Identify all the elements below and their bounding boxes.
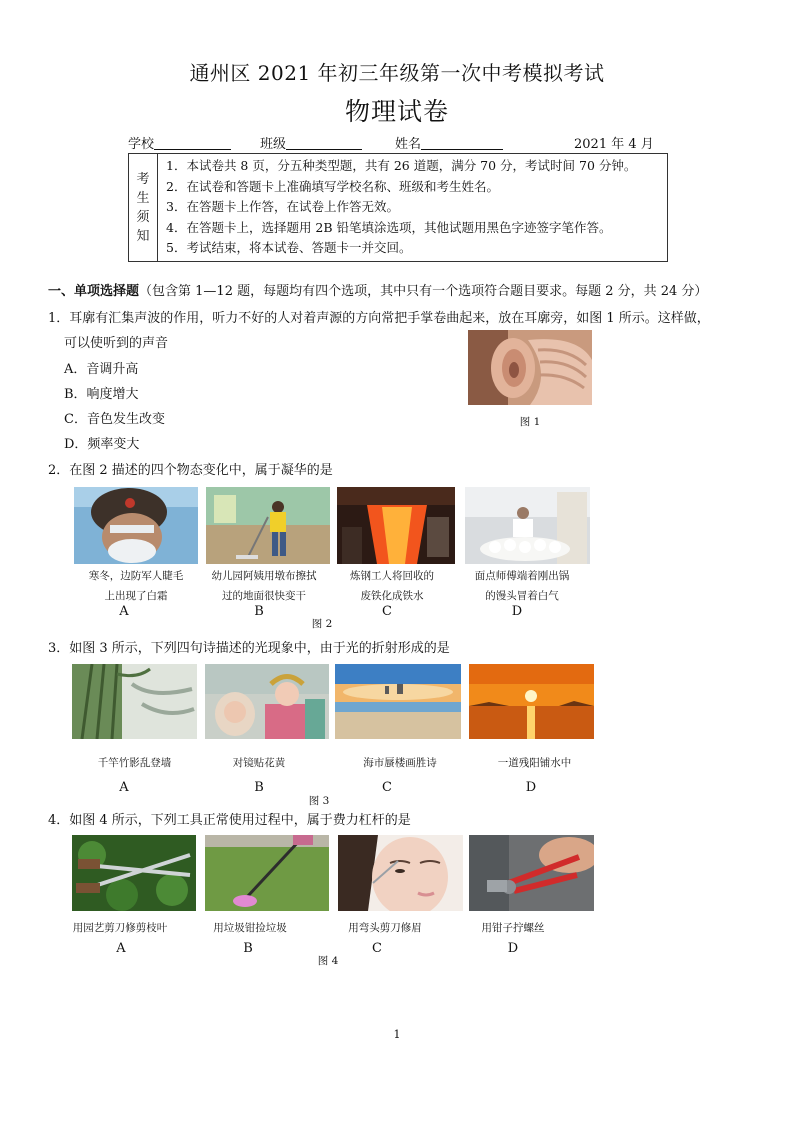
- note-item: 5．考试结束，将本试卷、答题卡一并交回。: [166, 240, 412, 256]
- q1-option-d: D．频率变大: [64, 437, 140, 452]
- q2-caption-a: 寒冬，边防军人睫毛 上出现了白霜: [88, 570, 184, 602]
- q2-letter-d: D: [511, 604, 523, 619]
- figure4-label: 图 4: [317, 955, 339, 967]
- q3-letter-b: B: [254, 780, 264, 795]
- q4-letter-c: C: [372, 941, 382, 956]
- q3-photo-a-bamboo-shadow: [72, 664, 197, 739]
- q2-photo-c-molten-steel: [337, 487, 455, 564]
- q3-caption-c: 海市蜃楼画胜诗: [363, 757, 437, 769]
- class-label: 班级: [260, 137, 287, 152]
- q4-photo-b-litter-picker: [205, 835, 329, 911]
- figure3-label: 图 3: [308, 795, 330, 807]
- q4-caption-a: 用园艺剪刀修剪枝叶: [72, 922, 168, 934]
- q4-caption-c: 用弯头剪刀修眉: [348, 922, 422, 934]
- q3-photo-c-mirage: [335, 664, 461, 739]
- notes-body: [158, 154, 668, 262]
- q2-letter-c: C: [382, 604, 392, 619]
- q1-option-a: A．音调升高: [64, 362, 139, 377]
- q2-photo-a-soldier-frost: [74, 487, 198, 564]
- notes-heading: 考 生 须 知: [129, 154, 158, 262]
- q4-stem: 4．如图 4 所示，下列工具正常使用过程中，属于费力杠杆的是: [48, 813, 411, 828]
- section-heading: [48, 280, 707, 299]
- class-field: [260, 133, 362, 152]
- class-blank: [286, 136, 362, 150]
- figure2-label: 图 2: [311, 618, 333, 630]
- q4-letter-d: D: [507, 941, 519, 956]
- q2-letter-a: A: [119, 604, 129, 619]
- note-item: 3．在答题卡上作答，在试卷上作答无效。: [166, 199, 399, 215]
- q4-photo-a-garden-shears: [72, 835, 196, 911]
- q2-caption-d: 面点师傅端着刚出锅 的馒头冒着白气: [474, 570, 570, 602]
- q4-letter-a: A: [116, 941, 126, 956]
- q3-caption-b: 对镜贴花黄: [232, 757, 286, 769]
- note-item: 1．本试卷共 8 页，分五种类型题，共有 26 道题，满分 70 分，考试时间 70 分钟。: [166, 158, 637, 174]
- q4-caption-b: 用垃圾钳捡垃圾: [213, 922, 287, 934]
- name-label: 姓名: [395, 137, 422, 152]
- q4-letter-b: B: [243, 941, 253, 956]
- q3-photo-d-sunset-water: [469, 664, 594, 739]
- q3-stem: 3．如图 3 所示，下列四句诗描述的光现象中，由于光的折射形成的是: [48, 641, 450, 656]
- q2-photo-b-mopping-floor: [206, 487, 330, 564]
- q1-option-b: B．响度增大: [64, 387, 139, 402]
- q3-caption-d: 一道残阳铺水中: [497, 757, 572, 769]
- q3-photo-b-opera-mirror: [205, 664, 329, 739]
- page-number: 1: [393, 1028, 401, 1041]
- q4-photo-d-pliers: [469, 835, 594, 911]
- q2-caption-b: 幼儿园阿姨用墩布擦拭 过的地面很快变干: [211, 570, 317, 602]
- q2-caption-c: 炼钢工人将回收的 废铁化成铁水: [350, 570, 434, 602]
- exam-date: 2021 年 4 月: [574, 137, 654, 152]
- note-item: 4．在答题卡上，选择题用 2B 铅笔填涂选项，其他试题用黑色字迹签字笔作答。: [166, 219, 612, 235]
- q1-option-c: C．音色发生改变: [64, 412, 165, 427]
- q3-caption-a: 千竿竹影乱登墙: [97, 757, 172, 769]
- figure1-ear-hand-photo: [468, 330, 592, 405]
- q3-letter-d: D: [525, 780, 537, 795]
- section-title: 一、单项选择题: [48, 284, 140, 299]
- paper-subtitle: 物理试卷: [344, 97, 449, 126]
- school-field: [128, 133, 231, 152]
- exam-title: 通州区 2021 年初三年级第一次中考模拟考试: [189, 61, 605, 85]
- q2-stem: 2．在图 2 描述的四个物态变化中，属于凝华的是: [48, 463, 333, 478]
- candidate-notes-table: [128, 153, 668, 262]
- q4-photo-c-eyebrow-scissors: [338, 835, 463, 911]
- q4-caption-d: 用钳子拧螺丝: [481, 922, 545, 934]
- school-blank: [154, 136, 231, 150]
- section-description: （包含第 1—12 题，每题均有四个选项，其中只有一个选项符合题目要求。每题 2 分，共 24 分）: [139, 284, 708, 299]
- note-item: 2．在试卷和答题卡上准确填写学校名称、班级和考生姓名。: [166, 178, 499, 194]
- q3-letter-a: A: [119, 780, 129, 795]
- q3-letter-c: C: [382, 780, 392, 795]
- q2-letter-b: B: [254, 604, 264, 619]
- q1-stem-line1: 1．耳廓有汇集声波的作用，听力不好的人对着声源的方向常把手掌卷曲起来，放在耳廓旁，如图 1 所示。这样做，: [48, 311, 710, 326]
- q2-photo-d-steamed-buns: [465, 487, 590, 564]
- name-field: [395, 133, 503, 152]
- q1-stem-line2: 可以使听到的声音: [64, 336, 169, 351]
- name-blank: [421, 136, 503, 150]
- figure1-label: 图 1: [519, 416, 541, 428]
- school-label: 学校: [128, 137, 155, 152]
